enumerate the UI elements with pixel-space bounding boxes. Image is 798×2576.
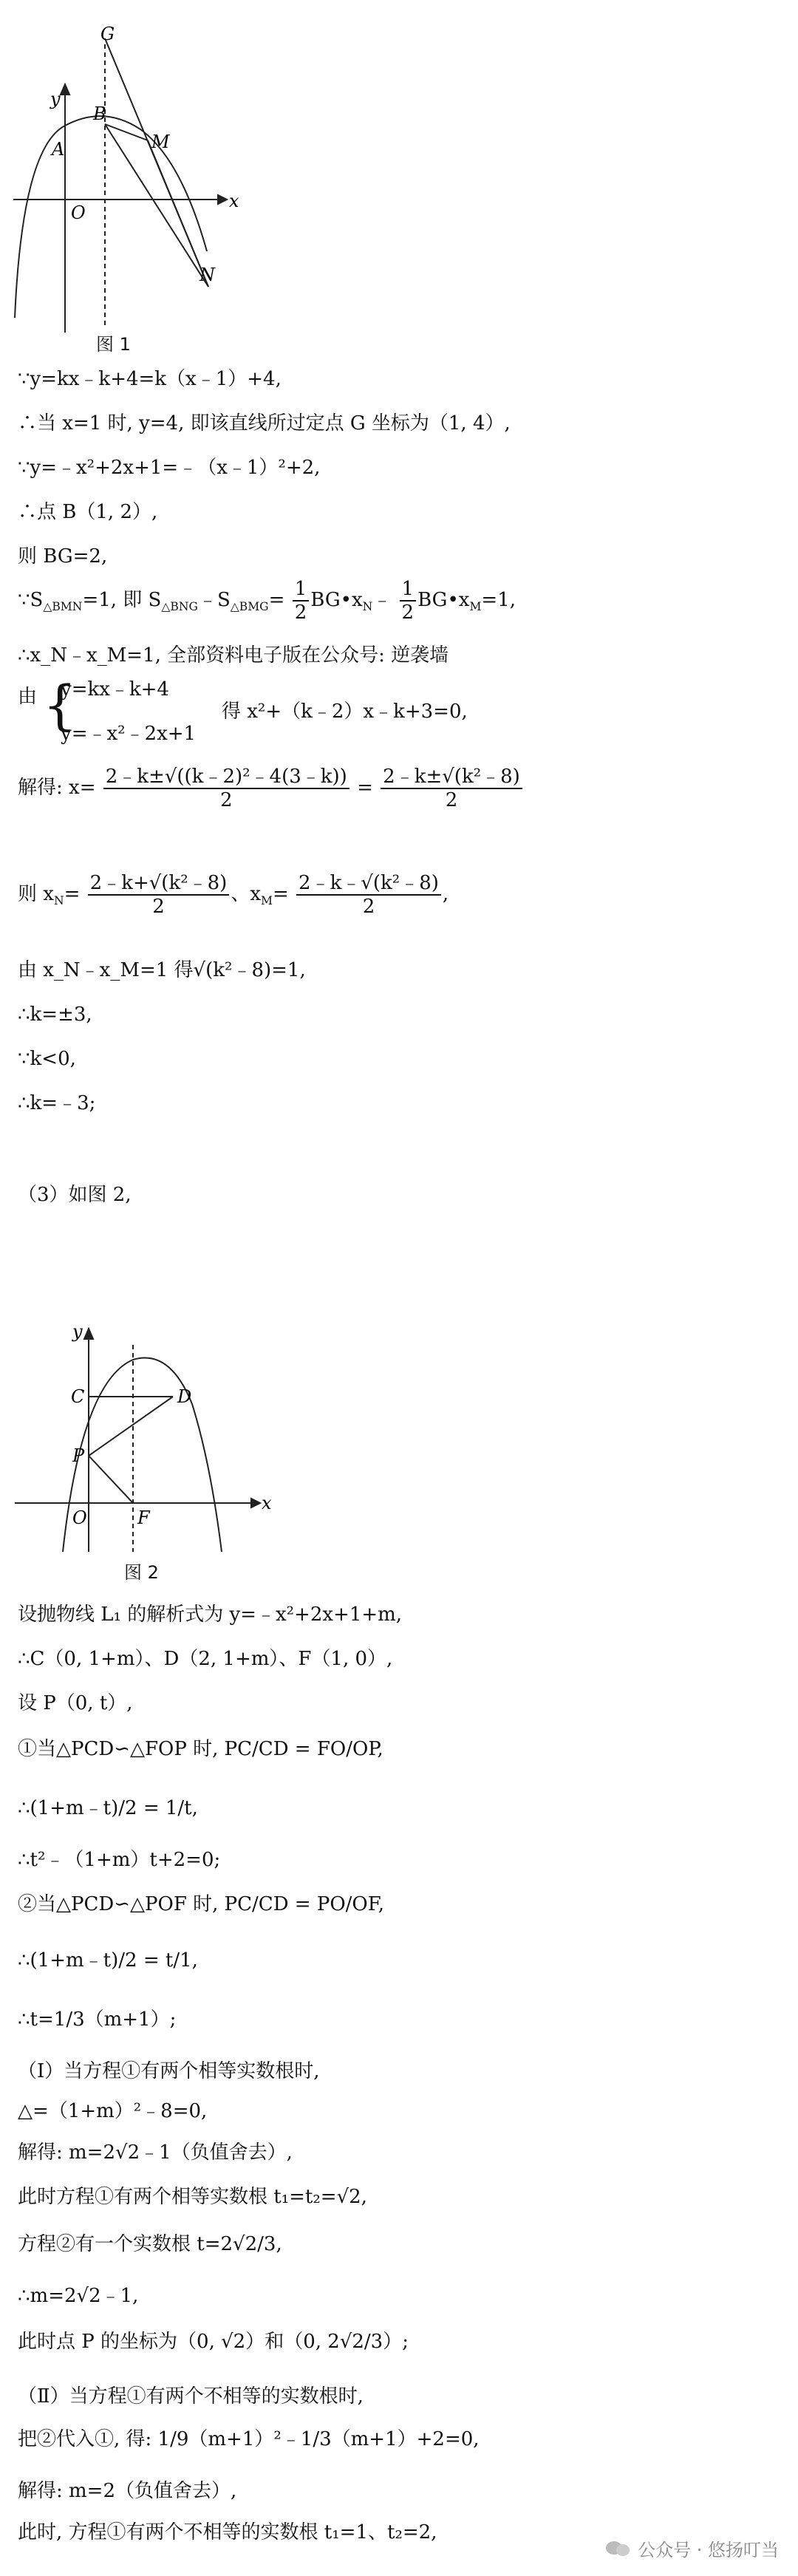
watermark (605, 2535, 779, 2561)
line-13: ①当△PCD∽△FOP 时, PC/CD = FO/OP, (18, 1738, 383, 1760)
fraction-half-1: $\frac{1}{2}$ (293, 578, 310, 624)
line-25: 此时点 P 的坐标为（0, √2）和（0, 2√2/3）; (18, 2331, 409, 2353)
line-22: 此时方程①有两个相等实数根 t₁=t₂=√2, (18, 2186, 367, 2208)
label-O-2: O (72, 1507, 87, 1528)
solve-line: 解得: x= $\frac{\text{2﹣k±√((k﹣2)²﹣4(3﹣k))}}{2}$ = $\frac{\text{2﹣k±√(k²﹣8)}}{2}$ (18, 766, 524, 811)
y-axis-arrow-2 (84, 1329, 93, 1339)
figure-2-caption: 图 2 (124, 1562, 159, 1583)
figure-1 (0, 0, 251, 347)
line-16: ②当△PCD∽△POF 时, PC/CD = PO/OF, (18, 1893, 384, 1915)
line-19: （Ⅰ）当方程①有两个相等实数根时, (18, 2060, 320, 2082)
figure-1-caption: 图 1 (96, 334, 131, 355)
label-y-2: y (72, 1321, 83, 1342)
line-9: ∴k=﹣3; (18, 1092, 96, 1114)
system-eq-2: y=﹣x²﹣2x+1 (61, 723, 197, 745)
system-line: 由 (18, 686, 38, 708)
line-4: ∴点 B（1, 2）, (18, 501, 158, 523)
x-axis-arrow-2 (251, 1499, 260, 1507)
label-G: G (100, 24, 115, 44)
label-D: D (177, 1386, 192, 1407)
label-C: C (71, 1386, 85, 1407)
line-21: 解得: m=2√2﹣1（负值舍去）, (18, 2141, 293, 2164)
label-M: M (151, 132, 170, 152)
line-8: ∵k<0, (18, 1048, 76, 1070)
area-line: $\because S_{\triangle BMN}=1$, 即 $S_{\triangle BNG}﹣S_{\triangle BMG}=$ $\frac{1}{2}$ $BG•x_N﹣$ $\frac{1}{2}$ $BG•x_M=1$, (18, 578, 516, 624)
line-11: ∴C（0, 1+m）、D（2, 1+m）、F（1, 0）, (18, 1648, 393, 1670)
system-brace: { (43, 674, 77, 736)
line-5: 则 BG=2, (18, 545, 108, 568)
line-6: 由 x_N﹣x_M=1 得√(k²﹣8)=1, (18, 959, 306, 981)
line-29: 此时, 方程①有两个不相等的实数根 t₁=1、t₂=2, (18, 2521, 437, 2543)
line-23: 方程②有一个实数根 t=2√2/3, (18, 2233, 282, 2255)
xn-line: ∴x_N﹣x_M=1, 全部资料电子版在公众号: 逆袭墙 (18, 644, 449, 667)
label-x: x (229, 191, 239, 211)
wechat-icon (605, 2541, 630, 2557)
parabola-1 (15, 116, 207, 318)
line-28: 解得: m=2（负值舍去）, (18, 2480, 237, 2502)
x-axis-arrow (218, 195, 227, 204)
part-3: （3）如图 2, (18, 1184, 132, 1206)
line-17: ∴(1+m﹣t)/2 = t/1, (18, 1949, 198, 1972)
line-7: ∴k=±3, (18, 1004, 92, 1026)
system-result: 得 x²+（k﹣2）x﹣k+3=0, (222, 701, 468, 723)
line-20: △=（1+m）²﹣8=0, (18, 2100, 208, 2122)
line-15: ∴t²﹣（1+m）t+2=0; (18, 1849, 221, 1871)
line-18: ∴t=1/3（m+1）; (18, 2008, 177, 2031)
label-y: y (50, 89, 61, 109)
fraction-half-2: $\frac{1}{2}$ (400, 578, 417, 624)
label-F: F (137, 1507, 150, 1528)
line-27: 把②代入①, 得: 1/9（m+1）²﹣1/3（m+1）+2=0, (18, 2428, 480, 2450)
line-PF (89, 1456, 133, 1503)
line-12: 设 P（0, t）, (18, 1692, 133, 1714)
watermark-text: 公众号 · 悠扬叮当 (638, 2540, 779, 2560)
line-1: ∵y=kx﹣k+4=k（x﹣1）+4, (18, 368, 282, 390)
label-N: N (200, 265, 215, 285)
line-10: 设抛物线 L₁ 的解析式为 y=﹣x²+2x+1+m, (18, 1604, 403, 1626)
label-x-2: x (262, 1493, 272, 1513)
roots-line: 则 $x_N=$ $\frac{\text{2﹣k+√(k²﹣8)}}{2}$ 、$x_M=$ $\frac{\text{2﹣k﹣√(k²﹣8)}}{2}$ , (18, 872, 449, 918)
label-P: P (72, 1445, 85, 1466)
line-14: ∴(1+m﹣t)/2 = 1/t, (18, 1797, 198, 1819)
label-A: A (52, 139, 65, 160)
label-O: O (71, 202, 86, 223)
line-26: （Ⅱ）当方程①有两个不相等的实数根时, (18, 2385, 364, 2408)
line-24: ∴m=2√2﹣1, (18, 2285, 139, 2307)
y-axis-arrow (61, 84, 69, 95)
figure-2 (0, 1315, 281, 1567)
line-PD (89, 1397, 173, 1456)
line-2: ∴当 x=1 时, y=4, 即该直线所过定点 G 坐标为（1, 4）, (18, 412, 511, 435)
label-B: B (93, 103, 106, 124)
system-eq-1: y=kx﹣k+4 (61, 678, 169, 701)
line-3: ∵y=﹣x²+2x+1=﹣（x﹣1）²+2, (18, 457, 321, 479)
